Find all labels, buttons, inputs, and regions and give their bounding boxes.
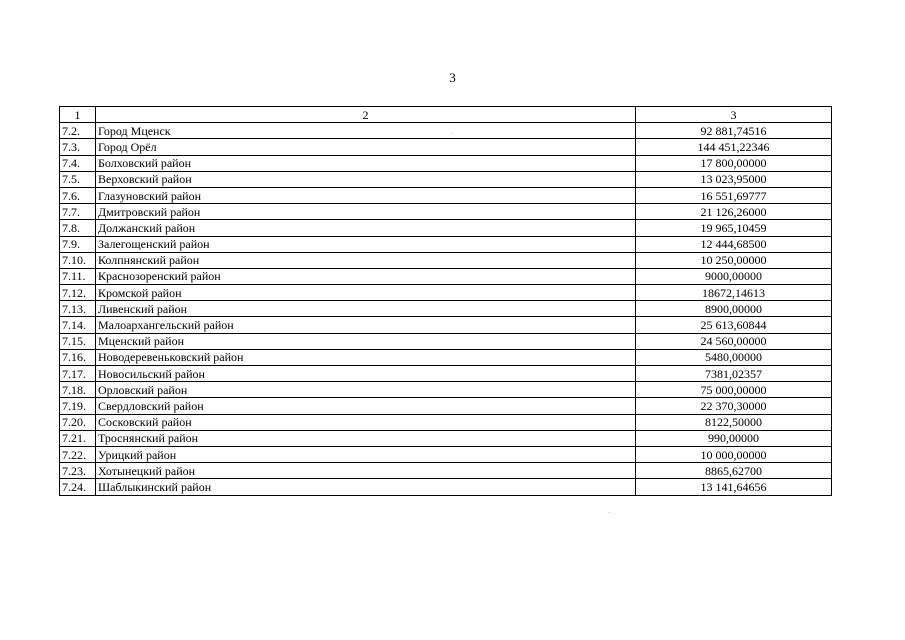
district-name-cell: Малоархангельский район [96,317,636,333]
district-name-cell: Сосковский район [96,414,636,430]
table-row [60,414,832,430]
table-row [60,349,832,365]
row-number-cell: 7.24. [60,479,96,495]
table-row [60,139,832,155]
row-number-cell: 7.13. [60,301,96,317]
table-row [60,301,832,317]
table-row [60,171,832,187]
table-row [60,187,832,203]
scan-speck [451,133,452,134]
amount-cell: 8900,00000 [636,301,832,317]
table-header-row [60,107,832,123]
row-number-cell: 7.22. [60,446,96,462]
table-row [60,398,832,414]
row-number-cell: 7.23. [60,463,96,479]
table-row [60,382,832,398]
amount-cell: 8865,62700 [636,463,832,479]
page-number: 3 [449,70,456,85]
district-name-cell: Город Орёл [96,139,636,155]
table-row [60,479,832,495]
row-number-cell: 7.6. [60,187,96,203]
amount-cell: 13 141,64656 [636,479,832,495]
amount-cell: 13 023,95000 [636,171,832,187]
district-name-cell: Свердловский район [96,398,636,414]
table-row [60,252,832,268]
table-row [60,317,832,333]
amount-cell: 92 881,74516 [636,123,832,139]
amount-cell: 7381,02357 [636,366,832,382]
amount-cell: 21 126,26000 [636,204,832,220]
district-name-cell: Новодеревеньковский район [96,349,636,365]
row-number-cell: 7.8. [60,220,96,236]
district-name-cell: Новосильский район [96,366,636,382]
district-name-cell: Кромской район [96,285,636,301]
table-row [60,155,832,171]
row-number-cell: 7.21. [60,430,96,446]
district-name-cell: Краснозоренский район [96,268,636,284]
allocation-table [59,106,832,496]
table-row [60,236,832,252]
amount-cell: 19 965,10459 [636,220,832,236]
district-name-cell: Колпнянский район [96,252,636,268]
row-number-cell: 7.17. [60,366,96,382]
amount-cell: 75 000,00000 [636,382,832,398]
row-number-cell: 7.18. [60,382,96,398]
amount-cell: 17 800,00000 [636,155,832,171]
row-number-cell: 7.19. [60,398,96,414]
amount-cell: 25 613,60844 [636,317,832,333]
row-number-cell: 7.16. [60,349,96,365]
scan-speck [609,512,610,513]
table-row [60,123,832,139]
district-name-cell: Город Мценск [96,123,636,139]
table-row [60,220,832,236]
district-name-cell: Орловский район [96,382,636,398]
table-body [60,107,832,496]
table-row [60,366,832,382]
district-name-cell: Хотынецкий район [96,463,636,479]
column-header-3: 3 [636,107,832,123]
district-name-cell: Троснянский район [96,430,636,446]
table-row [60,204,832,220]
district-name-cell: Ливенский район [96,301,636,317]
amount-cell: 5480,00000 [636,349,832,365]
row-number-cell: 7.2. [60,123,96,139]
amount-cell: 144 451,22346 [636,139,832,155]
table-row [60,268,832,284]
amount-cell: 12 444,68500 [636,236,832,252]
amount-cell: 16 551,69777 [636,187,832,203]
district-name-cell: Глазуновский район [96,187,636,203]
amount-cell: 18672,14613 [636,285,832,301]
amount-cell: 10 000,00000 [636,446,832,462]
district-name-cell: Дмитровский район [96,204,636,220]
row-number-cell: 7.20. [60,414,96,430]
row-number-cell: 7.7. [60,204,96,220]
district-name-cell: Урицкий район [96,446,636,462]
row-number-cell: 7.9. [60,236,96,252]
row-number-cell: 7.4. [60,155,96,171]
table-row [60,430,832,446]
amount-cell: 10 250,00000 [636,252,832,268]
amount-cell: 990,00000 [636,430,832,446]
row-number-cell: 7.15. [60,333,96,349]
district-name-cell: Шаблыкинский район [96,479,636,495]
row-number-cell: 7.5. [60,171,96,187]
district-name-cell: Мценский район [96,333,636,349]
table-row [60,285,832,301]
amount-cell: 24 560,00000 [636,333,832,349]
column-header-2: 2 [96,107,636,123]
district-name-cell: Должанский район [96,220,636,236]
table-row [60,333,832,349]
row-number-cell: 7.12. [60,285,96,301]
row-number-cell: 7.3. [60,139,96,155]
column-header-1: 1 [60,107,96,123]
table-row [60,463,832,479]
row-number-cell: 7.10. [60,252,96,268]
district-name-cell: Верховский район [96,171,636,187]
table-row [60,446,832,462]
district-name-cell: Залегощенский район [96,236,636,252]
amount-cell: 8122,50000 [636,414,832,430]
amount-cell: 9000,00000 [636,268,832,284]
district-name-cell: Болховский район [96,155,636,171]
amount-cell: 22 370,30000 [636,398,832,414]
row-number-cell: 7.11. [60,268,96,284]
row-number-cell: 7.14. [60,317,96,333]
